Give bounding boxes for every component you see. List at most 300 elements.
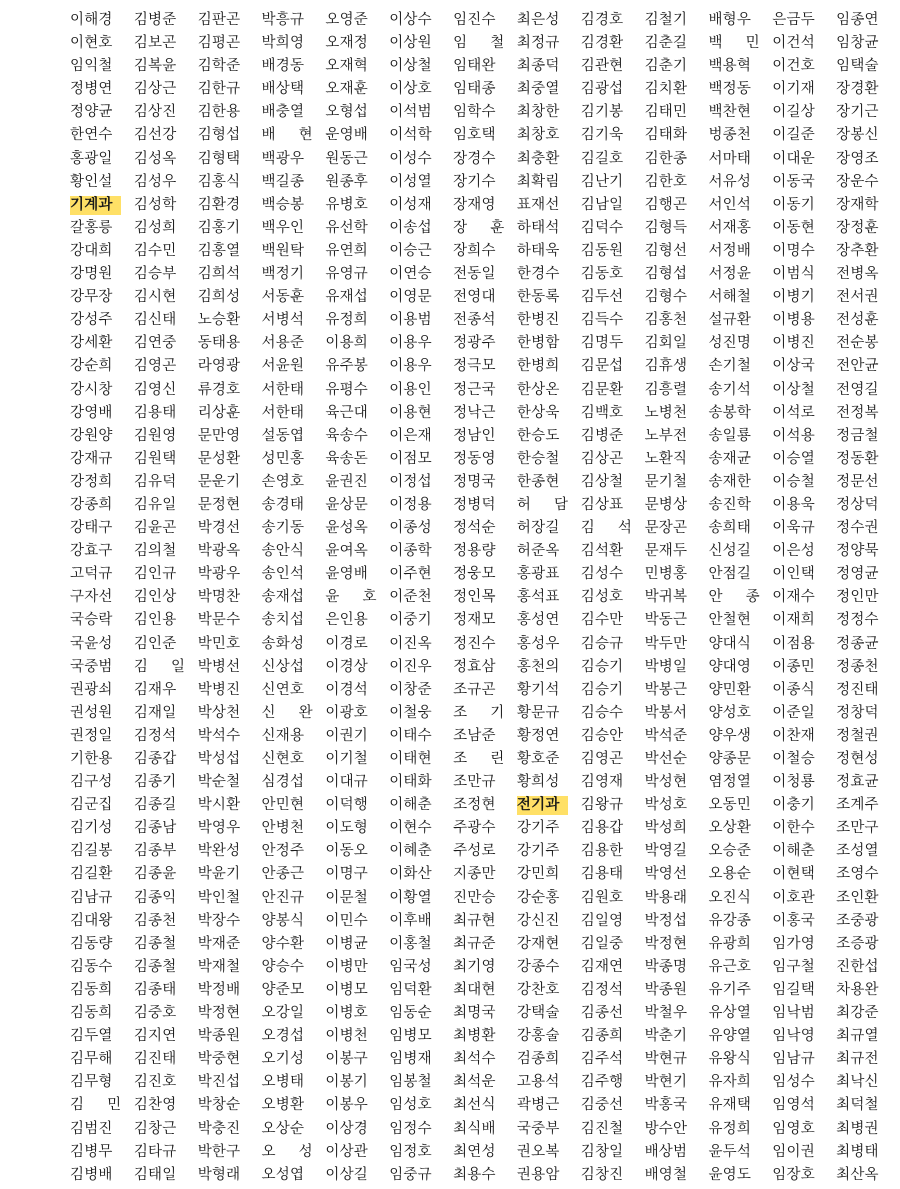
name-cell: 전정복 — [836, 404, 879, 421]
name-cell: 진한섭 — [836, 958, 879, 975]
name-cell: 김행곤 — [644, 196, 688, 213]
name-cell: 양수환 — [261, 935, 305, 952]
name-cell: 이현수 — [389, 820, 432, 837]
name-cell: 최강준 — [836, 1005, 879, 1022]
name-cell: 김일영 — [580, 912, 624, 929]
name-cell: 정인만 — [836, 589, 879, 606]
name-cell: 이병기 — [772, 289, 815, 306]
name-cell: 박창순 — [197, 1097, 241, 1114]
name-cell: 이정용 — [389, 496, 432, 513]
name-cell: 최정규 — [516, 35, 560, 52]
name-cell: 이병만 — [325, 958, 368, 975]
name-cell: 장봉신 — [836, 127, 879, 144]
name-cell: 홍성연 — [516, 612, 560, 629]
name-cell: 라영광 — [197, 358, 241, 375]
name-cell: 장경환 — [836, 81, 879, 98]
name-cell: 박광옥 — [197, 543, 241, 560]
name-cell: 송희태 — [708, 520, 752, 537]
name-cell: 임익철 — [70, 58, 113, 75]
name-cell: 김진호 — [133, 1074, 177, 1091]
name-cell: 양종문 — [708, 751, 752, 767]
name-cell: 장경수 — [453, 150, 496, 167]
name-row — [70, 704, 900, 727]
name-row — [70, 357, 900, 380]
name-cell: 김타규 — [133, 1143, 177, 1160]
name-cell: 김정석 — [580, 981, 624, 998]
name-cell: 김성수 — [580, 566, 624, 583]
name-cell: 김원택 — [133, 450, 177, 467]
name-cell: 문운기 — [197, 473, 241, 490]
name-cell: 조중광 — [836, 912, 879, 929]
name-cell: 윤 호 — [325, 589, 377, 606]
name-cell: 황인설 — [70, 173, 113, 190]
name-cell: 김종선 — [580, 1005, 624, 1022]
name-cell: 설동엽 — [261, 427, 305, 444]
name-row — [70, 334, 900, 357]
name-cell: 김수민 — [133, 242, 177, 259]
name-cell: 김기봉 — [580, 104, 624, 121]
name-cell: 박성현 — [644, 774, 688, 791]
name-cell: 유병호 — [325, 196, 368, 213]
name-cell: 임장호 — [772, 1166, 815, 1183]
name-cell: 윤성옥 — [325, 520, 368, 537]
name-cell: 이연승 — [389, 266, 432, 283]
name-cell: 김용태 — [133, 404, 177, 421]
name-cell: 정창덕 — [836, 704, 879, 721]
name-cell: 임가영 — [772, 935, 815, 952]
name-cell: 성민홍 — [261, 450, 305, 467]
name-cell: 박중현 — [197, 1051, 241, 1068]
name-row — [70, 681, 900, 704]
name-cell: 전종석 — [453, 312, 496, 329]
name-cell: 이해춘 — [772, 843, 815, 860]
name-cell: 박석수 — [197, 727, 241, 744]
name-cell: 전영길 — [836, 381, 879, 398]
name-row — [70, 1096, 900, 1119]
name-cell: 권용암 — [516, 1166, 560, 1183]
name-cell: 안철현 — [708, 612, 752, 629]
name-cell: 이욱규 — [772, 520, 815, 537]
name-cell: 김한용 — [197, 104, 241, 121]
name-cell: 오상순 — [261, 1120, 305, 1137]
name-cell: 김홍기 — [197, 219, 241, 236]
name-cell: 원동근 — [325, 150, 368, 167]
name-cell: 김대왕 — [70, 912, 113, 929]
name-row — [70, 611, 900, 634]
name-cell: 김휴생 — [644, 358, 688, 375]
name-cell: 김선강 — [133, 127, 177, 144]
name-cell: 이주현 — [389, 566, 432, 583]
name-cell: 문재두 — [644, 543, 688, 560]
name-cell: 김두열 — [70, 1028, 113, 1045]
name-cell: 김한종 — [644, 150, 688, 167]
name-cell: 김승안 — [580, 727, 624, 744]
name-cell: 백광우 — [261, 150, 305, 167]
name-cell: 강무장 — [70, 289, 113, 306]
name-cell: 오재정 — [325, 35, 368, 52]
name-cell: 김정석 — [133, 727, 177, 744]
name-cell: 윤여옥 — [325, 543, 368, 560]
name-cell: 정광주 — [453, 335, 496, 352]
name-cell: 김평곤 — [197, 35, 241, 52]
name-cell: 김동호 — [580, 266, 624, 283]
name-cell: 이종학 — [389, 543, 432, 560]
name-cell: 이성재 — [389, 196, 432, 213]
name-cell: 조성열 — [836, 843, 879, 860]
name-row — [70, 404, 900, 427]
name-cell: 성진명 — [708, 335, 752, 352]
name-cell: 김상표 — [580, 496, 624, 513]
name-cell: 임덕환 — [389, 981, 432, 998]
name-cell: 차용완 — [836, 981, 879, 998]
name-cell: 최기영 — [453, 958, 496, 975]
name-cell: 안정주 — [261, 843, 305, 860]
name-cell: 박형래 — [197, 1166, 241, 1183]
name-cell: 배충열 — [261, 104, 305, 121]
name-cell: 전동일 — [453, 266, 496, 283]
name-cell: 박한구 — [197, 1143, 241, 1160]
name-cell: 박석준 — [644, 727, 688, 744]
name-cell: 장희수 — [453, 242, 496, 259]
name-cell: 김남일 — [580, 196, 624, 213]
name-cell: 이해춘 — [389, 797, 432, 814]
name-cell: 조계주 — [836, 797, 879, 814]
name-cell: 최명국 — [453, 1005, 496, 1022]
name-cell: 강정희 — [70, 473, 113, 490]
name-cell: 오형섭 — [325, 104, 368, 121]
name-cell: 안진규 — [261, 889, 305, 906]
name-cell: 리상훈 — [197, 404, 241, 421]
name-cell: 김성우 — [133, 173, 177, 190]
name-cell: 박종명 — [644, 958, 688, 975]
name-row — [70, 473, 900, 496]
name-cell: 김수만 — [580, 612, 624, 629]
name-cell: 강재규 — [70, 450, 113, 467]
name-cell: 김중선 — [580, 1097, 624, 1114]
name-cell: 김홍천 — [644, 312, 688, 329]
name-cell: 백승봉 — [261, 196, 305, 213]
name-cell: 국중부 — [516, 1120, 560, 1137]
name-cell: 박홍국 — [644, 1097, 688, 1114]
name-cell: 김재연 — [580, 958, 624, 975]
name-row — [70, 1050, 900, 1073]
name-cell: 김용한 — [580, 843, 624, 860]
name-cell: 김종길 — [133, 797, 177, 814]
name-cell: 전병옥 — [836, 266, 879, 283]
name-cell: 이봉우 — [325, 1097, 368, 1114]
name-cell: 김판곤 — [197, 12, 241, 28]
name-cell: 정재모 — [453, 612, 496, 629]
name-cell: 박재철 — [197, 958, 241, 975]
name-cell: 허장길 — [516, 520, 560, 537]
name-cell: 김동희 — [70, 981, 113, 998]
name-cell: 홍천의 — [516, 658, 560, 675]
name-cell: 강영배 — [70, 404, 113, 421]
name-cell: 박영길 — [644, 843, 688, 860]
name-cell: 박정현 — [197, 1005, 241, 1022]
name-cell: 최규열 — [836, 1028, 879, 1045]
department-heading: 전기과 — [517, 796, 568, 815]
name-cell: 백우인 — [261, 219, 305, 236]
name-cell: 정수권 — [836, 520, 879, 537]
name-cell: 이철승 — [772, 751, 815, 767]
name-cell: 김중호 — [133, 1005, 177, 1022]
name-cell: 은금두 — [772, 12, 815, 28]
name-cell: 조남준 — [453, 727, 496, 744]
name-cell: 정웅모 — [453, 566, 496, 583]
name-cell: 이길준 — [772, 127, 815, 144]
name-cell: 김창근 — [133, 1120, 177, 1137]
name-row — [70, 981, 900, 1004]
name-cell: 이현호 — [70, 35, 113, 52]
name-cell: 유강종 — [708, 912, 752, 929]
name-cell: 이성열 — [389, 173, 432, 190]
name-cell: 이도형 — [325, 820, 368, 837]
name-cell: 서동훈 — [261, 289, 305, 306]
name-cell: 김찬영 — [133, 1097, 177, 1114]
name-cell: 정근국 — [453, 381, 496, 398]
name-cell: 백길종 — [261, 173, 305, 190]
name-cell: 박용래 — [644, 889, 688, 906]
name-cell: 강세환 — [70, 335, 113, 352]
name-cell: 주성로 — [453, 843, 496, 860]
name-cell: 임동순 — [389, 1005, 432, 1022]
name-cell: 김철기 — [644, 12, 688, 28]
name-cell: 장재학 — [836, 196, 879, 213]
name-cell: 배영철 — [644, 1166, 688, 1183]
name-cell: 이건석 — [772, 35, 815, 52]
name-cell: 최창호 — [516, 127, 560, 144]
name-cell: 임창균 — [836, 35, 879, 52]
name-cell: 이은성 — [772, 543, 815, 560]
name-cell: 김경환 — [580, 35, 624, 52]
name-cell: 이상수 — [389, 12, 432, 28]
name-cell: 김홍열 — [197, 242, 241, 259]
name-cell: 박상천 — [197, 704, 241, 721]
name-cell: 임성수 — [772, 1074, 815, 1091]
name-cell: 김종천 — [133, 912, 177, 929]
name-cell: 이철웅 — [389, 704, 432, 721]
name-cell: 이황열 — [389, 889, 432, 906]
name-cell: 은인용 — [325, 612, 368, 629]
name-cell: 권성원 — [70, 704, 113, 721]
name-cell: 유재택 — [708, 1097, 752, 1114]
name-cell: 김관현 — [580, 58, 624, 75]
name-cell: 박민호 — [197, 635, 241, 652]
name-cell: 김시현 — [133, 289, 177, 306]
name-cell: 이동국 — [772, 173, 815, 190]
name-cell: 이청룡 — [772, 774, 815, 791]
name-cell: 김형득 — [644, 219, 688, 236]
name-cell: 김종남 — [133, 820, 177, 837]
name-cell: 조증광 — [836, 935, 879, 952]
name-cell: 이화산 — [389, 866, 432, 883]
name-cell: 김문환 — [580, 381, 624, 398]
name-cell: 이기철 — [325, 751, 368, 767]
name-cell: 김군집 — [70, 797, 113, 814]
name-cell: 오진식 — [708, 889, 752, 906]
name-cell: 김백호 — [580, 404, 624, 421]
name-cell: 유기주 — [708, 981, 752, 998]
name-cell: 한연수 — [70, 127, 113, 144]
name-cell: 임병모 — [389, 1028, 432, 1045]
name-cell: 김영재 — [580, 774, 624, 791]
name-cell: 송봉학 — [708, 404, 752, 421]
name-cell: 정양묵 — [836, 543, 879, 560]
name-cell: 최규현 — [453, 912, 496, 929]
name-cell: 유근호 — [708, 958, 752, 975]
name-cell: 임정호 — [389, 1143, 432, 1160]
name-cell: 오영준 — [325, 12, 368, 28]
name-cell: 육송수 — [325, 427, 368, 444]
name-cell: 박병선 — [197, 658, 241, 675]
name-cell: 김용갑 — [580, 820, 624, 837]
name-cell: 김종기 — [133, 774, 177, 791]
name-cell: 안민현 — [261, 797, 305, 814]
name-cell: 임태종 — [453, 81, 496, 98]
name-cell: 강효구 — [70, 543, 113, 560]
name-cell: 최덕철 — [836, 1097, 879, 1114]
name-cell: 원종후 — [325, 173, 368, 190]
name-cell: 신성길 — [708, 543, 752, 560]
name-cell: 이용욱 — [772, 496, 815, 513]
name-cell: 전순봉 — [836, 335, 879, 352]
name-cell: 김상철 — [580, 473, 624, 490]
name-cell: 정효균 — [836, 774, 879, 791]
name-cell: 박진섭 — [197, 1074, 241, 1091]
name-cell: 김 민 — [70, 1097, 122, 1114]
name-row — [70, 565, 900, 588]
name-row — [70, 150, 900, 173]
name-cell: 서재홍 — [708, 219, 752, 236]
name-cell: 김춘길 — [644, 35, 688, 52]
name-cell: 이석용 — [772, 427, 815, 444]
name-cell: 오 성 — [261, 1143, 313, 1160]
name-cell: 이태수 — [389, 727, 432, 744]
name-cell: 허 담 — [516, 496, 569, 513]
name-cell: 조영수 — [836, 866, 879, 883]
name-cell: 이병용 — [772, 312, 815, 329]
name-cell: 이명수 — [772, 242, 815, 259]
name-row — [70, 496, 900, 519]
name-row — [70, 1073, 900, 1096]
name-cell: 김승기 — [580, 681, 624, 698]
name-cell: 이용범 — [389, 312, 432, 329]
name-cell: 송기석 — [708, 381, 752, 398]
name-cell: 임길택 — [772, 981, 815, 998]
name-cell: 오용순 — [708, 866, 752, 883]
name-cell: 김승부 — [133, 266, 177, 283]
name-cell: 이문철 — [325, 889, 368, 906]
name-cell: 김광섭 — [580, 81, 624, 98]
name-cell: 이용현 — [389, 404, 432, 421]
name-cell: 송재균 — [708, 450, 752, 467]
name-cell: 양대영 — [708, 658, 752, 675]
name-cell: 이권기 — [325, 727, 368, 744]
name-cell: 김종철 — [133, 935, 177, 952]
name-cell: 박성섭 — [197, 751, 241, 767]
name-cell: 박완성 — [197, 843, 241, 860]
name-cell: 김남규 — [70, 889, 113, 906]
name-cell: 염정열 — [708, 774, 752, 791]
name-cell: 이건호 — [772, 58, 815, 75]
name-cell: 김명두 — [580, 335, 624, 352]
name-cell: 배상택 — [261, 81, 305, 98]
name-cell: 이성수 — [389, 150, 432, 167]
name-cell: 정극모 — [453, 358, 496, 375]
name-cell: 박재준 — [197, 935, 241, 952]
name-cell: 이용우 — [389, 335, 432, 352]
name-cell: 김병배 — [70, 1166, 113, 1183]
name-cell: 송진학 — [708, 496, 752, 513]
name-row — [70, 80, 900, 103]
name-cell: 한승도 — [516, 427, 560, 444]
name-cell: 이병모 — [325, 981, 368, 998]
name-cell: 박윤기 — [197, 866, 241, 883]
name-row — [70, 196, 900, 219]
name-cell: 김구성 — [70, 774, 113, 791]
name-row — [70, 865, 900, 888]
name-cell: 이홍철 — [389, 935, 432, 952]
name-cell: 박정배 — [197, 981, 241, 998]
name-cell: 박흥규 — [261, 12, 305, 28]
name-cell: 진만승 — [453, 889, 496, 906]
name-cell: 홍성우 — [516, 635, 560, 652]
name-cell: 양봉식 — [261, 912, 305, 929]
name-cell: 임중규 — [389, 1166, 432, 1183]
name-cell: 최은성 — [516, 12, 560, 28]
name-cell: 곽병근 — [516, 1097, 560, 1114]
name-cell: 안점길 — [708, 566, 752, 583]
name-cell: 한동록 — [516, 289, 560, 306]
name-cell: 임택술 — [836, 58, 879, 75]
name-cell: 이병호 — [325, 1005, 368, 1022]
name-cell: 윤두석 — [708, 1143, 752, 1160]
name-cell: 한병진 — [516, 312, 560, 329]
name-cell: 최병태 — [836, 1143, 879, 1160]
name-cell: 양민환 — [708, 681, 752, 698]
name-row — [70, 1004, 900, 1027]
name-cell: 이해경 — [70, 12, 113, 28]
name-cell: 이준천 — [389, 589, 432, 606]
name-cell: 김동량 — [70, 935, 113, 952]
name-cell: 임구철 — [772, 958, 815, 975]
name-cell: 김홍식 — [197, 173, 241, 190]
name-cell: 최병권 — [836, 1120, 879, 1137]
name-cell: 육근대 — [325, 404, 368, 421]
name-row — [70, 265, 900, 288]
name-cell: 이덕행 — [325, 797, 368, 814]
name-cell: 최연성 — [453, 1143, 496, 1160]
name-cell: 노승환 — [197, 312, 241, 329]
name-cell: 박철우 — [644, 1005, 688, 1022]
name-cell: 정정수 — [836, 612, 879, 629]
name-cell: 문병상 — [644, 496, 688, 513]
name-cell: 이경상 — [325, 658, 368, 675]
name-cell: 김유덕 — [133, 473, 177, 490]
name-cell: 김형섭 — [644, 266, 688, 283]
name-cell: 김한호 — [644, 173, 688, 190]
name-cell: 민병홍 — [644, 566, 688, 583]
name-cell: 장기수 — [453, 173, 496, 190]
name-cell: 박정섭 — [644, 912, 688, 929]
name-cell: 백용혁 — [708, 58, 752, 75]
name-cell: 박충진 — [197, 1120, 241, 1137]
name-cell: 박영우 — [197, 820, 241, 837]
name-cell: 강종수 — [516, 958, 560, 975]
name-cell: 임태완 — [453, 58, 496, 75]
name-cell: 하태욱 — [516, 242, 560, 259]
